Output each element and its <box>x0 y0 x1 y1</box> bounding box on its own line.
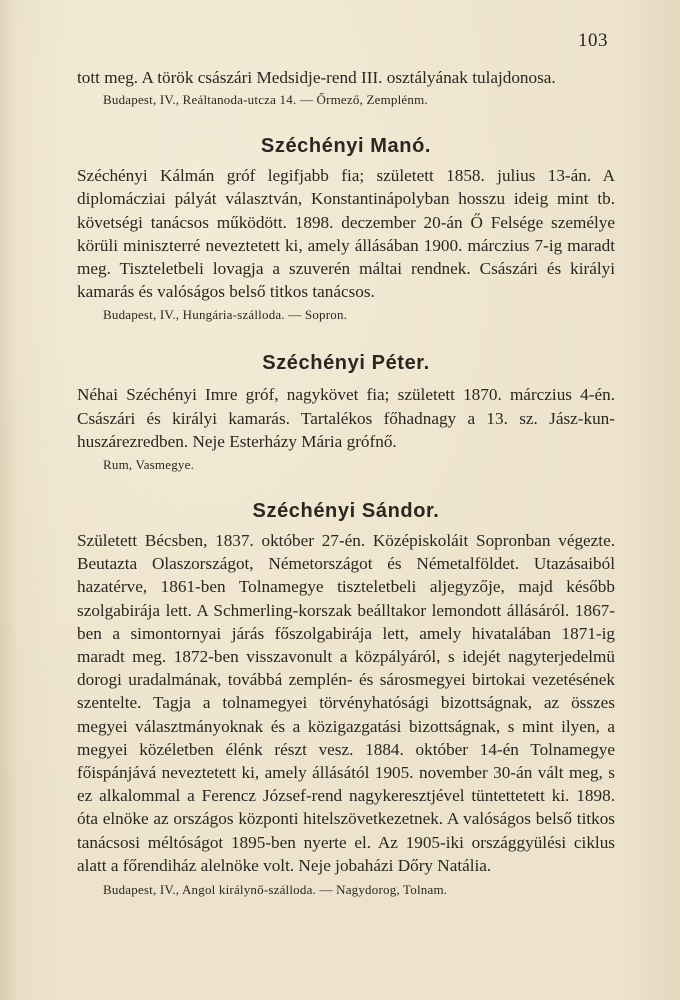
entry-heading-sandor: Széchényi Sándor. <box>252 500 440 523</box>
entry-address-peter: Rum, Vasmegye. <box>103 457 195 473</box>
intro-paragraph: tott meg. A török császári Medsidje-rend III. osztályának tulajdonosa. <box>77 68 556 87</box>
entry-heading-mano: Széchényi Manó. <box>260 135 432 158</box>
entry-heading-peter: Széchényi Péter. <box>262 352 430 375</box>
entry-text-mano: Széchényi Kálmán gróf legifjabb fia; született 1858. julius 13-án. A diplomácziai pályát választván, Konstantinápolyban hosszu ideig mint tb. követségi tanácsos működött. 1898. deczember 20-án Ő Felsége személye körüli miniszterré neveztetett ki, amely állásában 1900. márczius 7-ig maradt meg. Tiszteletbeli lovagja a szuverén máltai rendnek. Császári és királyi kamarás és valóságos belső titkos tanácsos. <box>77 166 615 302</box>
page-body <box>77 66 615 901</box>
intro-address: Budapest, IV., Reáltanoda-utcza 14. — Őrmező, Zemplénm. <box>103 92 428 108</box>
entry-text-sandor: Született Bécsben, 1837. október 27-én. Középiskoláit Sopronban végezte. Beutazta Olaszországot, Németországot és Németalföldet. Utazásaiból hazatérve, 1861-ben Tolnamegye tiszteletbeli aljegyzője, majd később szolgabirája lett. A Schmerling-korszak beálltakor lemondott állásáról. 1867-ben a simontornyai járás főszolgabirája lett, amely hivatalában 1871-ig maradt meg. 1872-ben visszavonult a közpályáról, s idejét nagyterjedelmü dorogi uradalmának, továbbá zemplén- és sárosmegyei birtokai vezetésének szentelte. Tagja a tolnamegyei törvényhatósági bizottságnak, az összes megyei választmányoknak és a közigazgatási bizottságnak, s mint ilyen, a megyei közéletben élénk részt vesz. 1884. október 14-én Tolnamegye főispánjává neveztetett ki, amely állásától 1905. november 30-án vált meg, s ez alkalommal a Ferencz József-rend nagykeresztjével tüntettetett ki. 1898. óta elnöke az országos központi hitelszövetkezetnek. A valóságos belső titkos tanácsosi méltóságot 1895-ben nyerte el. Az 1905-iki országgyülési ciklus alatt a főrendiház alelnöke volt. Neje jobaházi Dőry Natália. <box>77 531 615 875</box>
entry-text-peter: Néhai Széchényi Imre gróf, nagykövet fia; született 1870. márczius 4-én. Császári és királyi kamarás. Tartalékos főhadnagy a 13. sz. Jász-kun-huszárezredben. Neje Esterházy Mária grófnő. <box>77 385 615 451</box>
entry-address-mano: Budapest, IV., Hungária-szálloda. — Sopron. <box>103 307 348 323</box>
page-number: 103 <box>578 30 608 51</box>
entry-address-sandor: Budapest, IV., Angol királynő-szálloda. — Nagydorog, Tolnam. <box>103 882 448 898</box>
